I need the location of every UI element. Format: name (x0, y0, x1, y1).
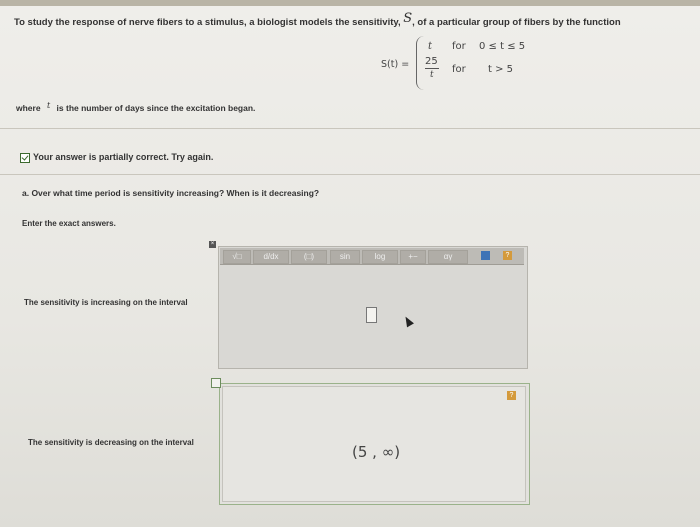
partial-correct-icon (20, 153, 30, 163)
increasing-label: The sensitivity is increasing on the interval (24, 298, 188, 307)
save-icon[interactable] (481, 251, 490, 260)
question-a: a. Over what time period is sensitivity increasing? When is it decreasing? (22, 188, 320, 198)
feedback-message (20, 152, 213, 163)
where-variable: t (46, 101, 51, 110)
greek-button[interactable]: αγ (428, 250, 468, 264)
where-prefix: where (16, 103, 41, 113)
parentheses-button[interactable]: (□) (291, 250, 327, 264)
decreasing-label: The sensitivity is decreasing on the interval (28, 438, 194, 447)
divider-1 (0, 128, 700, 129)
case2-numerator: 25 (425, 56, 438, 67)
divider-2 (0, 174, 700, 175)
instruction: Enter the exact answers. (22, 219, 116, 228)
close-icon[interactable]: × (210, 241, 215, 247)
case1-for: for (452, 41, 466, 52)
fraction-bar (425, 68, 439, 69)
problem-intro-tail: , of a particular group of fibers by the function (412, 17, 621, 28)
fraction-button[interactable]: d/dx (253, 250, 289, 264)
help-icon[interactable]: ? (503, 251, 512, 260)
case2-for: for (452, 64, 466, 75)
case2-denominator: t (430, 70, 434, 80)
decreasing-value[interactable]: (5 , ∞) (352, 443, 401, 461)
variable-s: S (403, 11, 413, 26)
where-text: is the number of days since the excitation began. (56, 103, 256, 113)
function-lhs: S(t) = (381, 59, 410, 70)
case1-condition: 0 ≤ t ≤ 5 (479, 41, 526, 52)
help-icon-2[interactable]: ? (507, 391, 516, 400)
increasing-input[interactable] (366, 307, 377, 323)
log-button[interactable]: log (362, 250, 398, 264)
case2-condition: t > 5 (488, 64, 514, 75)
case1-expr: t (428, 41, 433, 52)
where-line (16, 103, 255, 113)
plus-minus-button[interactable]: +− (400, 250, 426, 264)
brace (416, 36, 424, 90)
answer-check-icon (211, 378, 221, 388)
sin-button[interactable]: sin (330, 250, 360, 264)
sqrt-button[interactable]: √□ (223, 250, 251, 264)
problem-statement (14, 11, 700, 29)
feedback-text: Your answer is partially correct. Try again. (33, 152, 214, 162)
problem-intro: To study the response of nerve fibers to a stimulus, a biologist models the sensitivity, (14, 17, 401, 28)
